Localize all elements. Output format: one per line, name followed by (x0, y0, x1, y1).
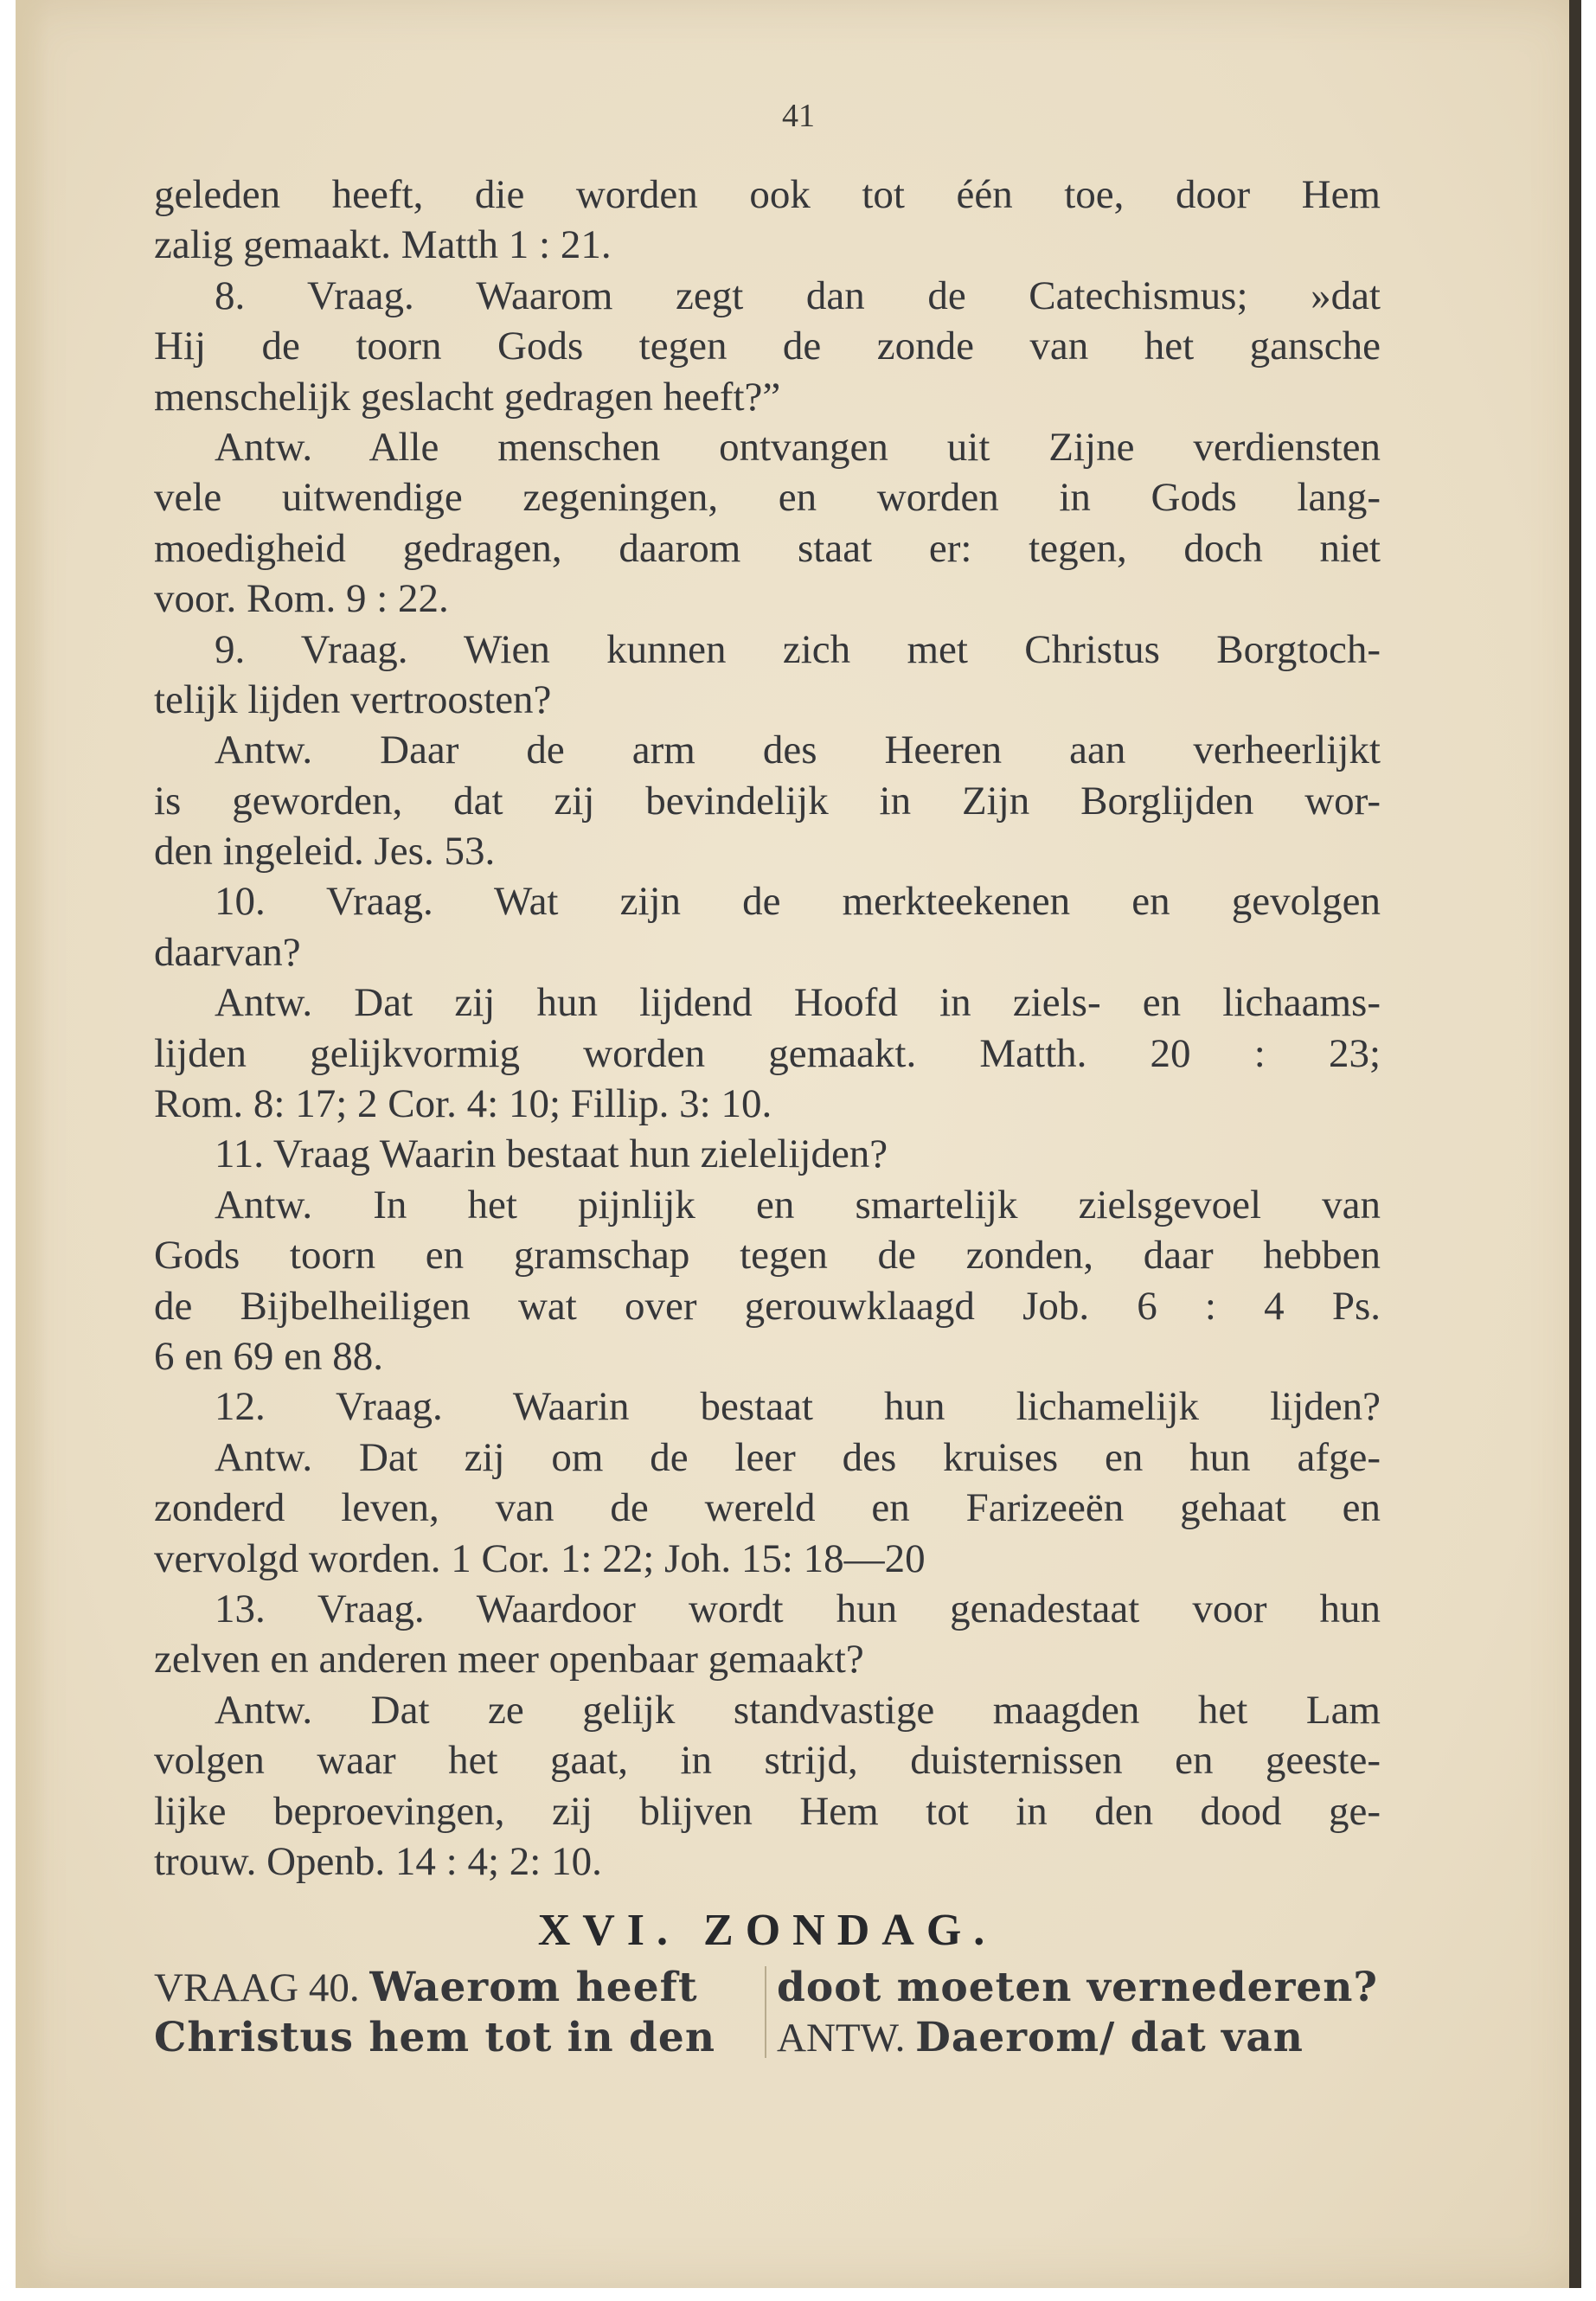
text-line: 11. Vraag Waarin bestaat hun zielelijden? (215, 1131, 888, 1177)
text-line: Antw. Alle menschen ontvangen uit Zijne verdiensten (215, 424, 1381, 470)
text-line: 9. Vraag. Wien kunnen zich met Christus Borgtoch- (215, 626, 1381, 672)
text-line: zonderd leven, van de wereld en Farizeeën gehaat en (154, 1485, 1381, 1531)
blackletter-text: Daerom/ dat van (915, 2014, 1304, 2062)
blackletter-text: Christus hem tot in den (154, 2014, 715, 2062)
text-line: is geworden, dat zij bevindelijk in Zijn Borglijden wor- (154, 778, 1381, 824)
catechism-right-column (777, 1963, 1382, 2063)
text-line: telijk lijden vertroosten? (154, 676, 552, 722)
catechism-right-row-2 (777, 2013, 1382, 2063)
text-line: daarvan? (154, 929, 301, 975)
page-shadow-left (16, 0, 48, 2288)
text-line: geleden heeft, die worden ook tot één toe, door Hem (154, 172, 1381, 217)
catechism-left-column (154, 1963, 760, 2063)
text-line: voor. Rom. 9 : 22. (154, 576, 449, 622)
text-line: Antw. In het pijnlijk en smartelijk zielsgevoel van (215, 1182, 1381, 1227)
catechism-excerpt (154, 1963, 1381, 2065)
text-line: volgen waar het gaat, in strijd, duisternissen en geeste- (154, 1738, 1381, 1784)
text-line: trouw. Openb. 14 : 4; 2: 10. (154, 1838, 602, 1884)
catechism-left-row-1 (154, 1963, 760, 2013)
answer-label: ANTW. (777, 2016, 906, 2061)
text-line: zalig gemaakt. Matth 1 : 21. (154, 222, 612, 268)
text-line: Antw. Daar de arm des Heeren aan verheerlijkt (215, 727, 1381, 773)
text-line: moedigheid gedragen, daarom staat er: tegen, doch niet (154, 525, 1381, 571)
text-line: 13. Vraag. Waardoor wordt hun genadestaat voor hun (215, 1586, 1381, 1631)
catechism-right-row-1 (777, 1963, 1382, 2013)
text-line: 6 en 69 en 88. (154, 1333, 383, 1379)
text-line: Hij de toorn Gods tegen de zonde van het gansche (154, 324, 1381, 369)
text-line: Rom. 8: 17; 2 Cor. 4: 10; Fillip. 3: 10. (154, 1081, 772, 1127)
text-line: vervolgd worden. 1 Cor. 1: 22; Joh. 15: 18—20 (154, 1535, 926, 1581)
text-line: 8. Vraag. Waarom zegt dan de Catechismus; »dat (215, 272, 1381, 318)
text-line: Gods toorn en gramschap tegen de zonden, daar hebben (154, 1233, 1381, 1279)
text-line: den ingeleid. Jes. 53. (154, 829, 496, 875)
blackletter-text: doot moeten vernederen? (777, 1964, 1378, 2012)
text-line: lijke beproevingen, zij blijven Hem tot in den dood ge- (154, 1788, 1381, 1834)
page-body (154, 170, 1381, 2065)
book-page (16, 0, 1581, 2288)
text-line: zelven en anderen meer openbaar gemaakt? (154, 1637, 864, 1682)
text-line: lijden gelijkvormig worden gemaakt. Matth. 20 : 23; (154, 1030, 1381, 1076)
text-line: vele uitwendige zegeningen, en worden in Gods lang- (154, 475, 1381, 521)
text-line: 10. Vraag. Wat zijn de merkteekenen en gevolgen (215, 879, 1381, 925)
text-line: menschelijk geslacht gedragen heeft?” (154, 374, 781, 420)
text-line: Antw. Dat ze gelijk standvastige maagden het Lam (215, 1687, 1381, 1733)
text-lines (154, 170, 1381, 1887)
text-line: Antw. Dat zij om de leer des kruises en hun afge- (215, 1434, 1381, 1480)
text-line: 12. Vraag. Waarin bestaat hun lichamelijk lijden? (215, 1384, 1381, 1430)
column-divider (765, 1966, 766, 2058)
text-line: Antw. Dat zij hun lijdend Hoofd in ziels- en lichaams- (215, 980, 1381, 1026)
text-line: de Bijbelheiligen wat over gerouwklaagd Job. 6 : 4 Ps. (154, 1283, 1381, 1329)
page-number: 41 (782, 98, 815, 134)
catechism-left-row-2 (154, 2013, 760, 2063)
blackletter-text: Waerom heeft (369, 1964, 698, 2012)
question-label: VRAAG 40. (154, 1965, 360, 2011)
page-edge-right (1569, 0, 1581, 2288)
section-heading: XVI. ZONDAG. (537, 1906, 997, 1956)
